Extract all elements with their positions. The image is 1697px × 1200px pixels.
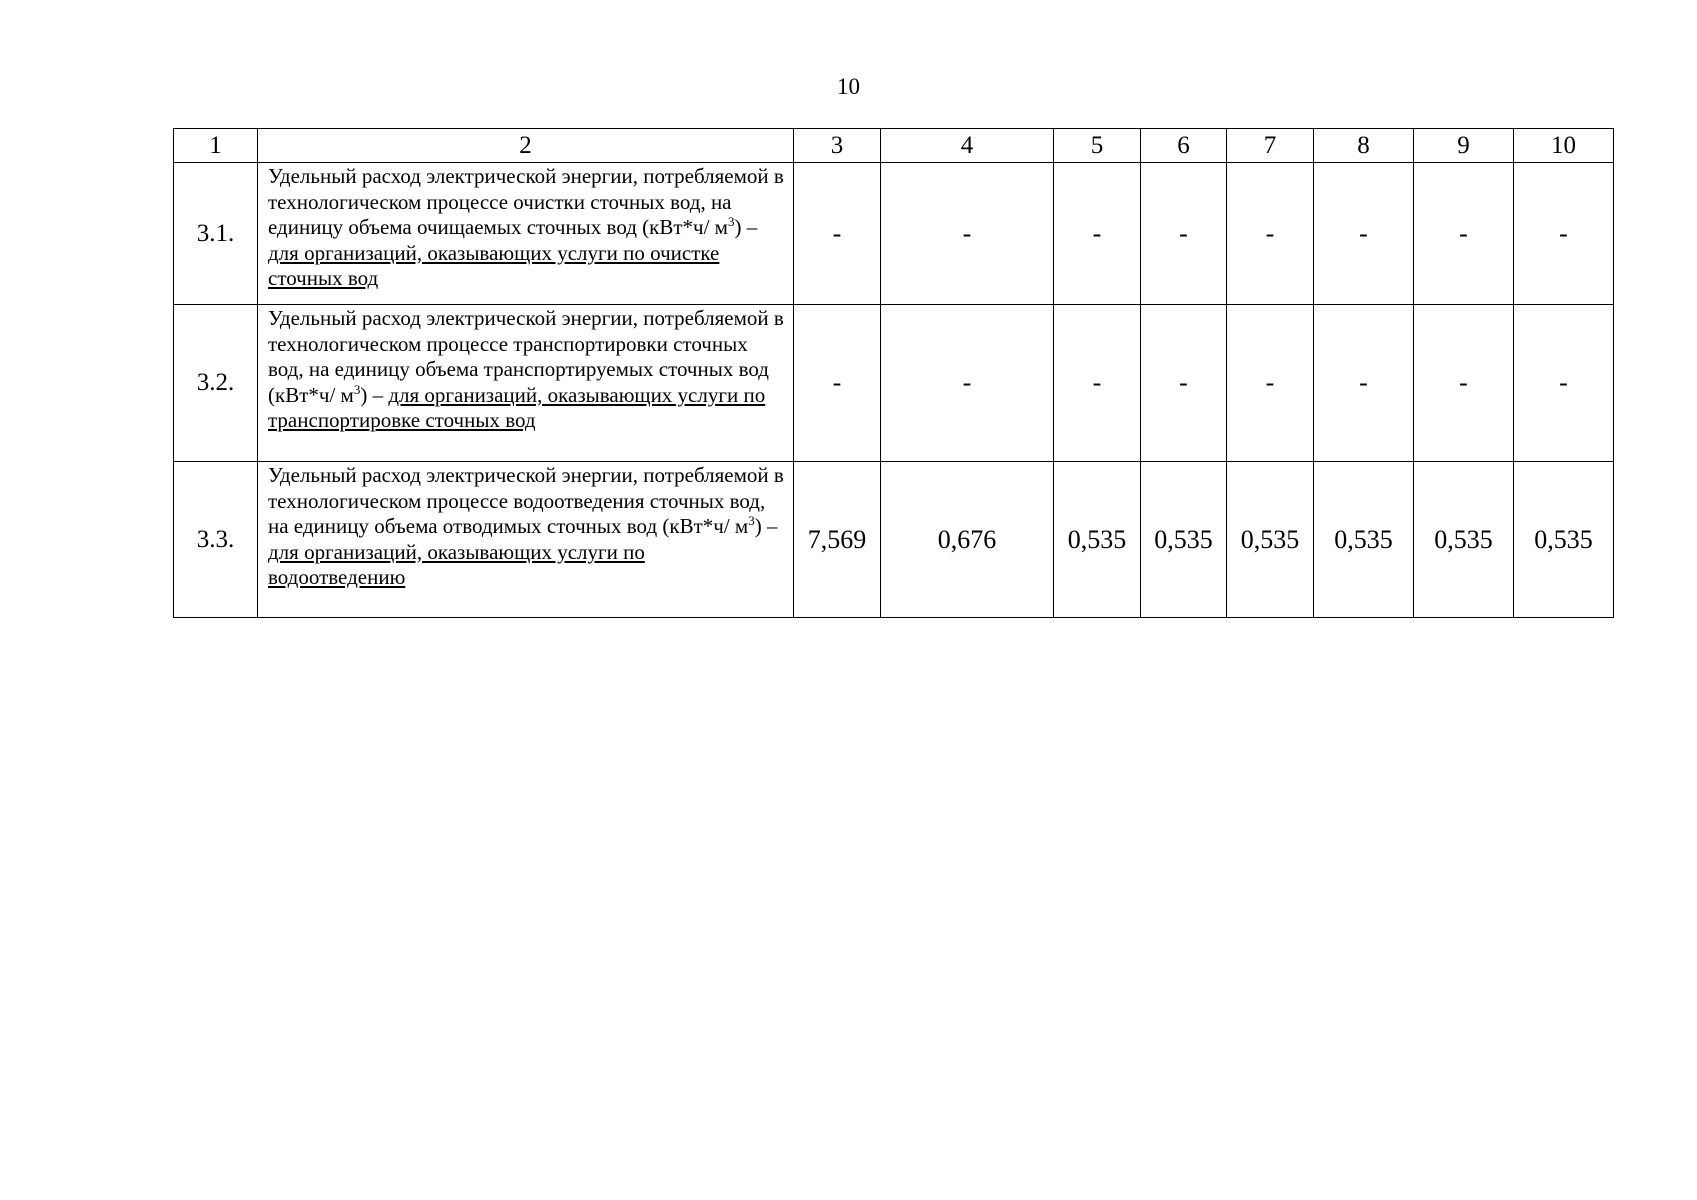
value-cell: 0,535 [1414,462,1514,618]
value-cell: 0,535 [1227,462,1314,618]
column-header: 2 [258,129,794,163]
unit-superscript: 3 [748,513,755,528]
column-header: 6 [1141,129,1227,163]
value-cell: - [1314,305,1414,462]
row-description [258,163,794,305]
column-header: 5 [1054,129,1141,163]
column-header: 1 [174,129,258,163]
page-number: 10 [837,74,860,99]
header-row [174,129,1614,163]
description-close: ) – [734,215,758,239]
column-header: 8 [1314,129,1414,163]
description-close: ) – [754,514,778,538]
value-cell: 0,676 [881,462,1054,618]
value-cell: - [1054,163,1141,305]
indicators-table [173,128,1614,618]
table-row [174,305,1614,462]
column-header: 7 [1227,129,1314,163]
value-cell: - [1141,163,1227,305]
value-cell: - [1227,163,1314,305]
column-header: 9 [1414,129,1514,163]
row-number: 3.2. [174,305,258,462]
value-cell: - [794,305,881,462]
row-number: 3.1. [174,163,258,305]
table-row [174,462,1614,618]
row-number: 3.3. [174,462,258,618]
value-cell: - [1314,163,1414,305]
value-cell: 0,535 [1054,462,1141,618]
description-scope: для организаций, оказывающих услуги по транспортировке сточных вод [268,382,766,432]
unit-superscript: 3 [353,381,361,397]
value-cell: 0,535 [1514,462,1614,618]
table-row [174,163,1614,305]
description-scope: для организаций, оказывающих услуги по водоотведению [268,539,645,589]
description-text: Удельный расход электрической энергии, потребляемой в технологическом процессе транспортировки сточных вод, на единицу объема транспортируемых сточных вод (кВт*ч/ м [268,306,784,407]
value-cell: - [1141,305,1227,462]
unit-superscript: 3 [727,214,735,229]
value-cell: - [1514,305,1614,462]
value-cell: - [881,305,1054,462]
description-close: ) – [360,382,389,407]
value-cell: 7,569 [794,462,881,618]
value-cell: - [881,163,1054,305]
value-cell: - [1054,305,1141,462]
column-header: 4 [881,129,1054,163]
column-header: 3 [794,129,881,163]
value-cell: - [794,163,881,305]
value-cell: - [1514,163,1614,305]
column-header: 10 [1514,129,1614,163]
description-text: Удельный расход электрической энергии, потребляемой в технологическом процессе очистки сточных вод, на единицу объема очищаемых сточных вод (кВт*ч/ м [268,164,784,239]
value-cell: - [1227,305,1314,462]
value-cell: - [1414,305,1514,462]
value-cell: 0,535 [1314,462,1414,618]
value-cell: - [1414,163,1514,305]
description-text: Удельный расход электрической энергии, потребляемой в технологическом процессе водоотведения сточных вод, на единицу объема отводимых сточных вод (кВт*ч/ м [268,463,784,538]
value-cell: 0,535 [1141,462,1227,618]
description-scope: для организаций, оказывающих услуги по очистке сточных вод [268,240,720,290]
row-description [258,462,794,618]
row-description [258,305,794,462]
